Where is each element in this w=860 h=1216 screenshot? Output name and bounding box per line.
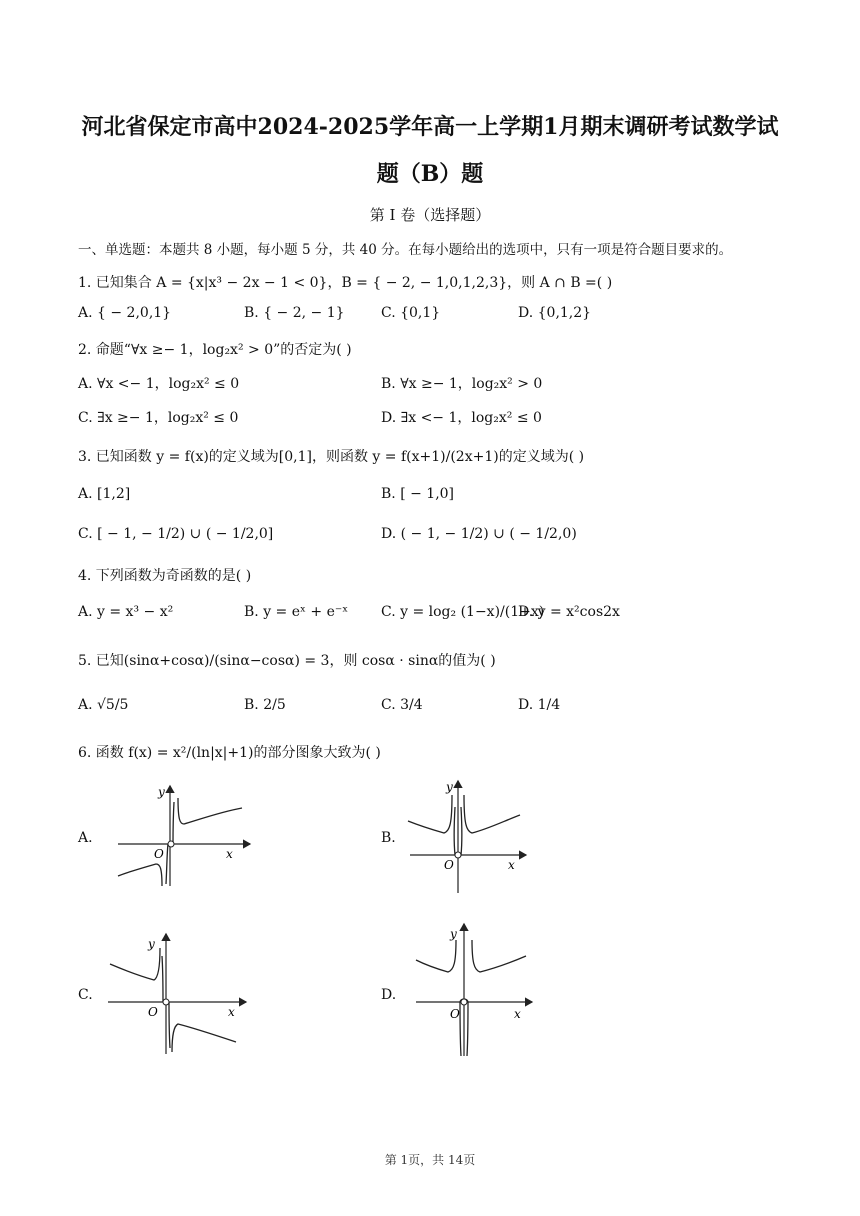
section-heading: 一、单选题：本题共 8 小题，每小题 5 分，共 40 分。在每小题给出的选项中，只有一项是符合题目要求的。 xyxy=(78,242,733,258)
doc-title-line1: 河北省保定市高中2024-2025学年高一上学期1月期末调研考试数学试 xyxy=(81,114,779,140)
q1-option-b: B. { − 2, − 1} xyxy=(244,305,345,321)
q6-option-d-label: D. xyxy=(381,987,397,1003)
graph-a xyxy=(110,780,255,890)
q5-stem: 5. 已知(sinα+cosα)/(sinα−cosα) = 3，则 cosα · sinα的值为( ) xyxy=(78,653,496,669)
q5-option-a: A. √5/5 xyxy=(78,697,129,713)
q4-stem: 4. 下列函数为奇函数的是( ) xyxy=(78,568,252,584)
q5-option-c: C. 3/4 xyxy=(381,697,423,713)
q1-option-d: D. {0,1,2} xyxy=(518,305,592,321)
q1-option-a: A. { − 2,0,1} xyxy=(78,305,172,321)
graph-d-origin-label: O xyxy=(450,1007,460,1021)
q3-option-a: A. [1,2] xyxy=(78,486,131,502)
q4-option-b: B. y = eˣ + e⁻ˣ xyxy=(244,604,349,620)
part-heading: 第 I 卷（选择题） xyxy=(369,206,491,224)
graph-c-origin-label: O xyxy=(148,1005,158,1019)
q3-option-d: D. ( − 1, − 1/2) ∪ ( − 1/2,0) xyxy=(381,526,577,542)
q6-option-b-label: B. xyxy=(381,830,396,846)
q1-stem: 1. 已知集合 A = {x|x³ − 2x − 1 < 0}，B = { − 2, − 1,0,1,2,3}，则 A ∩ B =( ) xyxy=(78,275,613,291)
graph-c-x-label: x xyxy=(228,1005,235,1019)
q1-option-c: C. {0,1} xyxy=(381,305,441,321)
graph-d xyxy=(410,918,538,1060)
q4-option-c: C. y = log₂ (1−x)/(1+x) xyxy=(381,604,545,620)
q3-option-c: C. [ − 1, − 1/2) ∪ ( − 1/2,0] xyxy=(78,526,274,542)
q4-option-d: D. y = x²cos2x xyxy=(518,604,620,620)
graph-a-x-label: x xyxy=(226,847,233,861)
q2-option-a: A. ∀x <− 1，log₂x² ≤ 0 xyxy=(78,376,240,392)
q5-option-b: B. 2/5 xyxy=(244,697,286,713)
q2-option-d: D. ∃x <− 1，log₂x² ≤ 0 xyxy=(381,410,542,426)
q2-stem: 2. 命题“∀x ≥− 1，log₂x² > 0”的否定为( ) xyxy=(78,342,352,358)
graph-c xyxy=(104,928,252,1058)
page-footer: 第 1页，共 14页 xyxy=(384,1153,476,1167)
q6-stem: 6. 函数 f(x) = x²/(ln|x|+1)的部分图象大致为( ) xyxy=(78,745,381,761)
graph-d-y-label: y xyxy=(450,927,457,941)
doc-title-line2: 题（B）题 xyxy=(376,161,484,187)
q6-option-a-label: A. xyxy=(78,830,93,846)
graph-a-origin-label: O xyxy=(154,847,164,861)
q6-option-c-label: C. xyxy=(78,987,93,1003)
graph-a-y-label: y xyxy=(158,785,165,799)
graph-b-x-label: x xyxy=(508,858,515,872)
graph-b xyxy=(404,775,532,897)
q3-stem: 3. 已知函数 y = f(x)的定义域为[0,1]，则函数 y = f(x+1)/(2x+1)的定义域为( ) xyxy=(78,449,585,465)
graph-d-x-label: x xyxy=(514,1007,521,1021)
q2-option-c: C. ∃x ≥− 1，log₂x² ≤ 0 xyxy=(78,410,239,426)
graph-b-y-label: y xyxy=(446,780,453,794)
graph-b-origin-label: O xyxy=(444,858,454,872)
graph-c-y-label: y xyxy=(148,937,155,951)
q5-option-d: D. 1/4 xyxy=(518,697,561,713)
q2-option-b: B. ∀x ≥− 1，log₂x² > 0 xyxy=(381,376,543,392)
q4-option-a: A. y = x³ − x² xyxy=(78,604,174,620)
q3-option-b: B. [ − 1,0] xyxy=(381,486,455,502)
